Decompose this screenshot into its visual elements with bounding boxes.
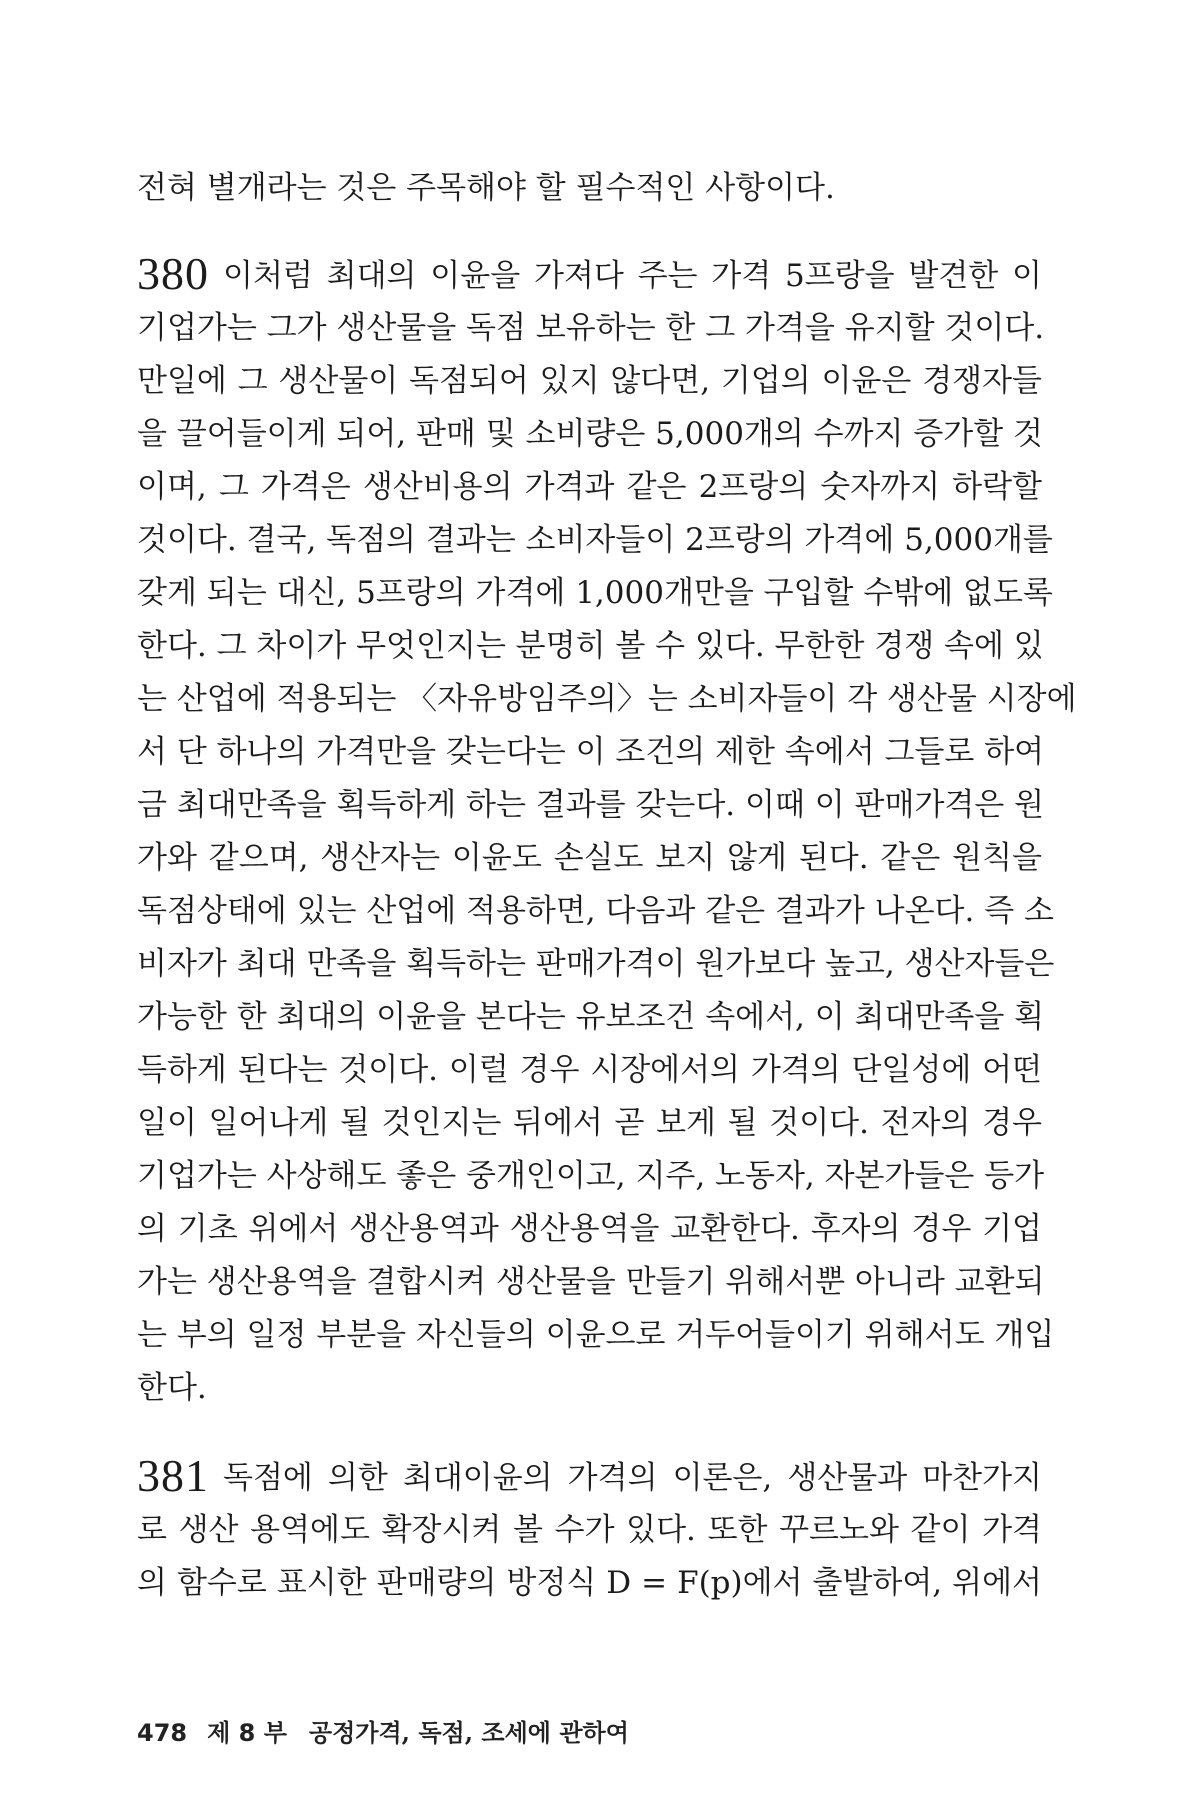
text-line: 전혀 별개라는 것은 주목해야 할 필수적인 사항이다. <box>137 170 835 206</box>
text-line: 금 최대만족을 획득하게 하는 결과를 갖는다. 이때 이 판매가격은 원 <box>137 787 1045 823</box>
text-line: 독점상태에 있는 산업에 적용하면, 다음과 같은 결과가 나온다. 즉 소 <box>137 893 1054 929</box>
text-line: 가능한 한 최대의 이윤을 본다는 유보조건 속에서, 이 최대만족을 획 <box>137 999 1045 1035</box>
text-line-content: 이처럼 최대의 이윤을 가져다 주는 가격 5프랑을 발견한 이 <box>223 258 1042 294</box>
page-footer <box>137 1713 629 1748</box>
text-line: 는 산업에 적용되는 〈자유방임주의〉는 소비자들이 각 생산물 시장에 <box>137 681 1077 717</box>
text-line: 비자가 최대 만족을 획득하는 판매가격이 원가보다 높고, 생산자들은 <box>137 946 1055 982</box>
text-line: 것이다. 결국, 독점의 결과는 소비자들이 2프랑의 가격에 5,000개를 <box>137 522 1053 558</box>
text-line: 득하게 된다는 것이다. 이럴 경우 시장에서의 가격의 단일성에 어떤 <box>137 1052 1042 1088</box>
text-line: 한다. 그 차이가 무엇인지는 분명히 볼 수 있다. 무한한 경쟁 속에 있 <box>137 628 1044 664</box>
text-line: 만일에 그 생산물이 독점되어 있지 않다면, 기업의 이윤은 경쟁자들 <box>137 363 1042 399</box>
page-number: 478 <box>137 1719 188 1747</box>
section-number: 381 <box>137 1450 209 1501</box>
part-label: 제 8 부 <box>207 1719 287 1747</box>
text-line: 기업가는 그가 생산물을 독점 보유하는 한 그 가격을 유지할 것이다. <box>137 310 1045 346</box>
text-line: 로 생산 용역에도 확장시켜 볼 수가 있다. 또한 꾸르노와 같이 가격 <box>137 1512 1042 1548</box>
section-number: 380 <box>137 248 209 299</box>
part-title: 공정가격, 독점, 조세에 관하여 <box>308 1718 629 1747</box>
text-line: 는 부의 일정 부분을 자신들의 이윤으로 거두어들이기 위해서도 개입 <box>137 1317 1055 1353</box>
text-line: 가는 생산용역을 결합시켜 생산물을 만들기 위해서뿐 아니라 교환되 <box>137 1264 1045 1300</box>
text-line: 의 함수로 표시한 판매량의 방정식 D = F(p)에서 출발하여, 위에서 <box>137 1565 1042 1601</box>
text-line-content: 독점에 의한 최대이윤의 가격의 이론은, 생산물과 마찬가지 <box>223 1460 1042 1496</box>
text-line: 의 기초 위에서 생산용역과 생산용역을 교환한다. 후자의 경우 기업 <box>137 1211 1042 1247</box>
text-line <box>137 1450 1042 1501</box>
text-line: 서 단 하나의 가격만을 갖는다는 이 조건의 제한 속에서 그들로 하여 <box>137 734 1045 770</box>
text-line: 한다. <box>137 1370 207 1406</box>
text-line: 갖게 되는 대신, 5프랑의 가격에 1,000개만을 구입할 수밖에 없도록 <box>137 575 1053 611</box>
text-line: 기업가는 사상해도 좋은 중개인이고, 지주, 노동자, 자본가들은 등가 <box>137 1158 1045 1194</box>
text-line <box>137 248 1042 299</box>
text-line: 이며, 그 가격은 생산비용의 가격과 같은 2프랑의 숫자까지 하락할 <box>137 469 1042 505</box>
text-line: 을 끌어들이게 되어, 판매 및 소비량은 5,000개의 수까지 증가할 것 <box>137 416 1043 452</box>
text-line: 일이 일어나게 될 것인지는 뒤에서 곧 보게 될 것이다. 전자의 경우 <box>137 1105 1042 1141</box>
text-line: 가와 같으며, 생산자는 이윤도 손실도 보지 않게 된다. 같은 원칙을 <box>137 840 1042 876</box>
